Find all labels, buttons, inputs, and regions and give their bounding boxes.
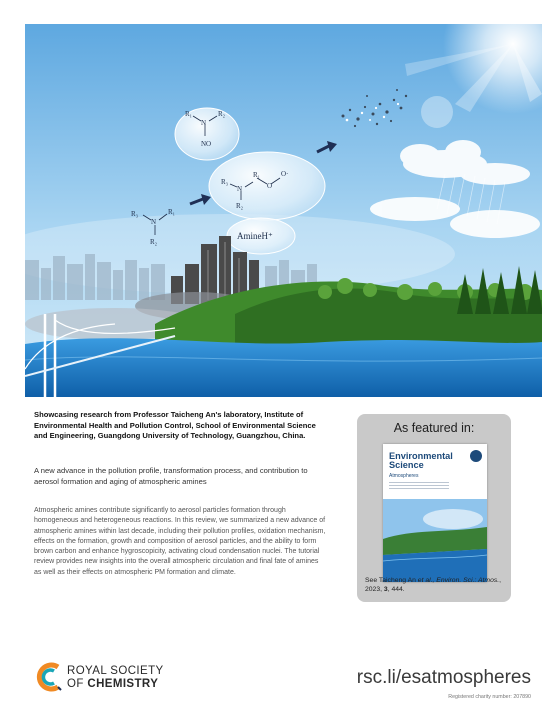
aminium-label: AmineH⁺: [237, 231, 273, 241]
rsc-logo-icon: [34, 662, 62, 692]
rsc-organization-name: ROYAL SOCIETY OF CHEMISTRY: [67, 665, 164, 690]
svg-text:N: N: [237, 185, 243, 193]
journal-cover-thumbnail[interactable]: [383, 444, 487, 582]
journal-cover-photo: [383, 499, 487, 582]
article-headline: A new advance in the pollution profile, transformation process, and contribution to aerosol formation and aging of atmospheric amines: [34, 466, 308, 486]
journal-title: Environmental Science: [389, 451, 453, 471]
svg-text:O·: O·: [281, 170, 289, 178]
charity-number: Registered charity number: 207890: [448, 694, 531, 700]
svg-text:R₁: R₁: [185, 110, 193, 118]
journal-url-link[interactable]: rsc.li/esatmospheres: [356, 667, 531, 688]
svg-text:R₂: R₂: [236, 202, 244, 210]
nitroso-label: NO: [201, 140, 212, 148]
cover-illustration: [25, 24, 542, 397]
svg-text:O: O: [267, 182, 273, 190]
svg-text:R₂: R₂: [150, 238, 158, 246]
journal-cover-text-lines: [389, 482, 449, 491]
svg-text:N: N: [151, 218, 157, 226]
journal-badge-icon: [470, 450, 482, 462]
featured-reference[interactable]: See Taicheng An et al., Environ. Sci.: Atmos., 2023, 3, 444.: [365, 577, 502, 593]
journal-subtitle: Atmospheres: [389, 473, 419, 479]
svg-text:R₃: R₃: [131, 210, 139, 218]
showcase-text: Showcasing research from Professor Taicheng An's laboratory, Institute of Environmental Health and Pollution Control, School of Environmental Science and Engineering, Guangdong University of Technology, Guangzhou, China.: [34, 410, 316, 441]
svg-text:R₂: R₂: [218, 110, 226, 118]
svg-text:N: N: [201, 119, 207, 127]
article-abstract: Atmospheric amines contribute significantly to aerosol particles formation through homogeneous and heterogeneous reactions. In this review, we summarized a new advance of atmospheric amines within last decade, including their pollution profiles, oxidation mechanism, effects on the formation, growth and composition of aerosol particles, and the ability to form brown carbon and enhance hygroscopicity, activating cloud condensation nuclei. The tutorial review provides new insights into the overall atmospheric circulation and final fate of amines as well as their effects on atmospheric PM formation and climate.: [34, 507, 326, 576]
cover-artwork: [25, 24, 542, 397]
featured-title: As featured in:: [393, 421, 475, 435]
featured-box: [357, 414, 511, 602]
svg-text:R₃: R₃: [221, 178, 229, 186]
svg-text:R₁: R₁: [168, 208, 176, 216]
svg-text:R₁: R₁: [253, 171, 261, 179]
